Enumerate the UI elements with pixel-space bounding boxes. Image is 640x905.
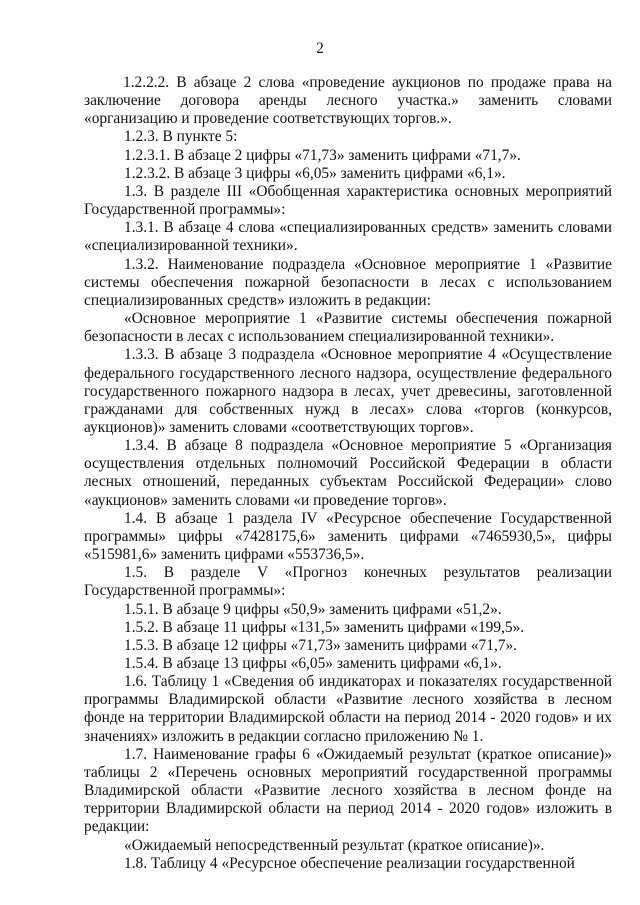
page-number: 2 <box>316 40 324 57</box>
paragraph-1-3: 1.3. В разделе III «Обобщенная характеристика основных мероприятий Государственной программы»: <box>84 182 612 219</box>
paragraph-quote-1: «Основное мероприятие 1 «Развитие системы обеспечения пожарной безопасности в лесах с использованием специализированной техники». <box>84 310 612 346</box>
paragraph-1-7: 1.7. Наименование графы 6 «Ожидаемый результат (краткое описание)» таблицы 2 «Перечень основных мероприятий государственной программы Владимирской области «Развитие лесного хозяйства в лесном фонде на территории Владимирской области на период 2014 - 2020 годов» изложить в редакции: <box>84 745 612 836</box>
paragraph-1-4: 1.4. В абзаце 1 раздела IV «Ресурсное обеспечение Государственной программы» цифры «7428175,6» заменить цифрами «7465930,5», цифры «515981,6» заменить цифрами «553736,5». <box>84 509 612 564</box>
paragraph-quote-2: «Ожидаемый непосредственный результат (краткое описание)». <box>124 836 545 854</box>
paragraph-1-5-2: 1.5.2. В абзаце 11 цифры «131,5» заменить цифрами «199,5». <box>124 618 525 636</box>
paragraph-1-5: 1.5. В разделе V «Прогноз конечных результатов реализации Государственной программы»: <box>84 564 612 600</box>
paragraph-1-6: 1.6. Таблицу 1 «Сведения об индикаторах и показателях государственной программы Владимирской области «Развитие лесного хозяйства в лесном фонде на территории Владимирской области на период 2014 - 2020 годов» и их значениях» изложить в редакции согласно приложению № 1. <box>84 673 612 745</box>
paragraph-1-2-2-2: 1.2.2.2. В абзаце 2 слова «проведение аукционов по продаже права на заключение договора аренды лесного участка.» заменить словами «организацию и проведение соответствующих торгов.». <box>84 74 612 128</box>
paragraph-1-2-3-1: 1.2.3.1. В абзаце 2 цифры «71,73» заменить цифрами «71,7». <box>124 146 521 164</box>
paragraph-1-2-3: 1.2.3. В пункте 5: <box>124 128 238 146</box>
document-body <box>84 74 612 873</box>
paragraph-1-5-3: 1.5.3. В абзаце 12 цифры «71,73» заменить цифрами «71,7». <box>124 636 518 654</box>
paragraph-1-5-1: 1.5.1. В абзаце 9 цифры «50,9» заменить цифрами «51,2». <box>124 600 502 618</box>
paragraph-1-3-1: 1.3.1. В абзаце 4 слова «специализированных средств» заменить словами «специализированной техники». <box>84 219 612 255</box>
paragraph-1-3-3: 1.3.3. В абзаце 3 подраздела «Основное мероприятие 4 «Осуществление федерального государственного лесного надзора, осуществление федерального государственного пожарного надзора в лесах, учет древесины, заготовленной гражданами для собственных нужд в лесах» слова «торгов (конкурсов, аукционов)» заменить словами «соответствующих торгов». <box>84 346 612 436</box>
paragraph-1-2-3-2: 1.2.3.2. В абзаце 3 цифры «6,05» заменить цифрами «6,1». <box>124 164 506 182</box>
paragraph-1-3-2: 1.3.2. Наименование подраздела «Основное мероприятие 1 «Развитие системы обеспечения пожарной безопасности в лесах с использованием специализированных средств» изложить в редакции: <box>84 255 612 309</box>
paragraph-1-8: 1.8. Таблицу 4 «Ресурсное обеспечение реализации государственной <box>124 854 575 872</box>
paragraph-1-5-4: 1.5.4. В абзаце 13 цифры «6,05» заменить цифрами «6,1». <box>124 655 502 672</box>
paragraph-1-3-4: 1.3.4. В абзаце 8 подраздела «Основное мероприятие 5 «Организация осуществления отдельных полномочий Российской Федерации в области лесных отношений, переданных субъектам Российской Федерации» слово «аукционов» заменить словами «и проведение торгов». <box>84 437 612 509</box>
